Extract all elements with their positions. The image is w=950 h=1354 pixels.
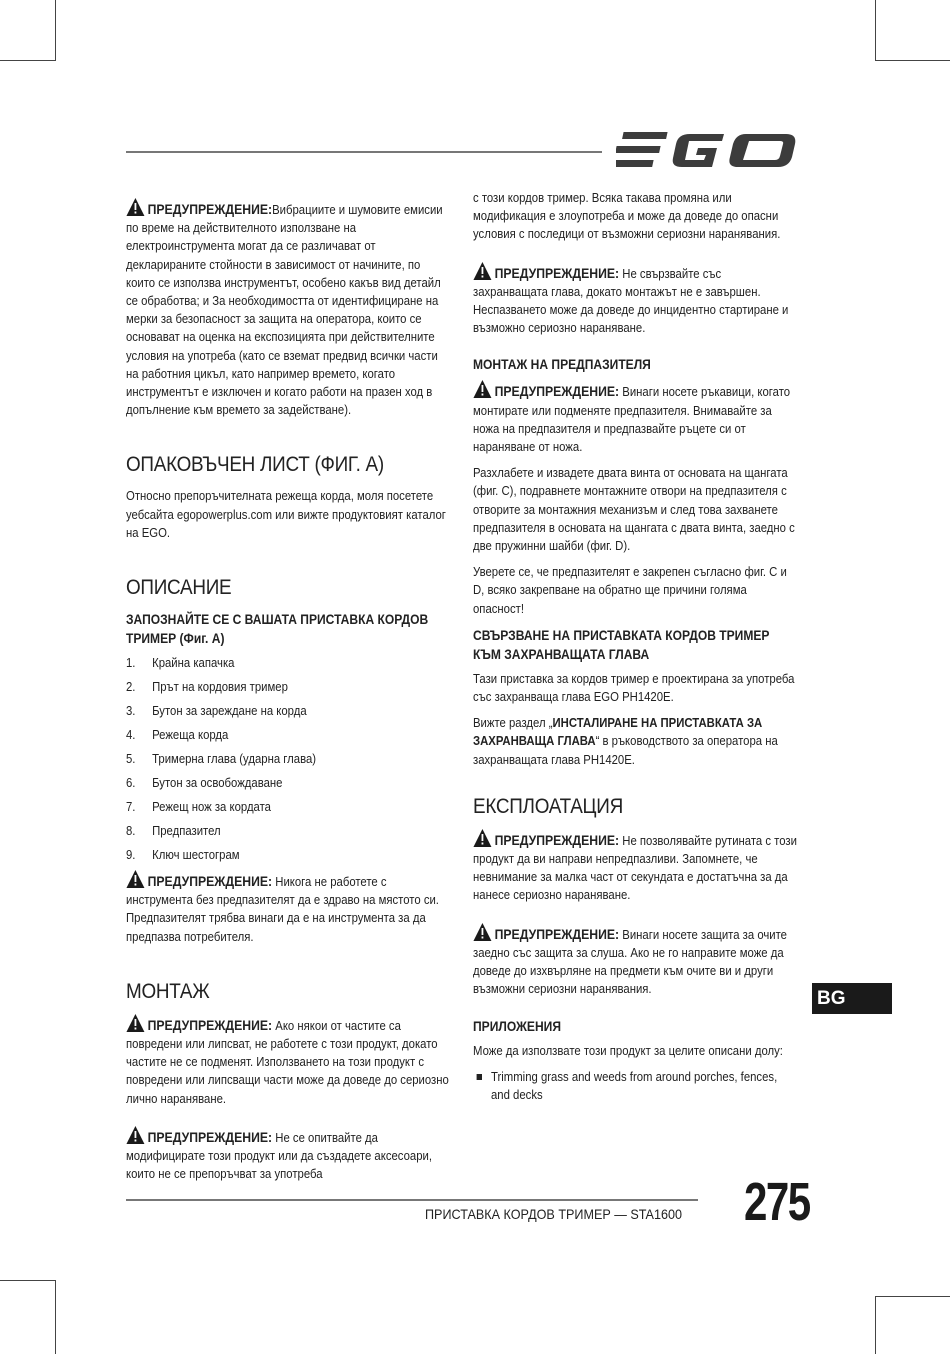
footer-title: ПРИСТАВКА КОРДОВ ТРИМЕР — STA1600 bbox=[425, 1206, 682, 1222]
crop-mark bbox=[55, 0, 56, 60]
connect-text: Тази приставка за кордов тример е проектирана за употреба със захранваща глава EGO PH1420E. bbox=[473, 671, 795, 705]
crop-mark bbox=[875, 0, 876, 60]
connect-reference: Вижте раздел „ИНСТАЛИРАНЕ НА ПРИСТАВКАТА ЗА ЗАХРАНВАЩА ГЛАВА“ в ръководството за оператора на захранващата глава PH1420E. bbox=[473, 716, 778, 767]
footer-rule bbox=[126, 1199, 698, 1201]
list-item: 9. Ключ шестограм bbox=[126, 848, 240, 863]
damaged-parts-warning: ПРЕДУПРЕЖДЕНИЕ: Ако някои от частите са повредени или липсват, не работете с този продукт, докато частите не се подменят. Използването на този продукт с повредени или липсващи части може да доведе до сериозно лично нараняване. bbox=[126, 1014, 452, 1108]
modification-warning-continued: с този кордов тример. Всяка такава промяна или модификация е злоупотреба и може да доведе до опасни условия с последици от възможни сериозни наранявания. bbox=[473, 191, 781, 242]
list-item: 6. Бутон за освобождаване bbox=[126, 776, 283, 791]
left-column bbox=[126, 198, 452, 1191]
language-tab: BG bbox=[812, 983, 892, 1014]
gloves-warning: ПРЕДУПРЕЖДЕНИЕ: Винаги носете ръкавици, когато монтирате или подменяте предпазителя. Внимавайте за ножа на предпазителя и предпазвайте ръцете си от нараняване от ножа. bbox=[473, 380, 799, 456]
guard-assembly-heading: МОНТАЖ НА ПРЕДПАЗИТЕЛЯ bbox=[473, 357, 651, 373]
operation-heading: ЕКСПЛОАТАЦИЯ bbox=[473, 794, 623, 818]
list-item: 4. Режеща корда bbox=[126, 728, 229, 743]
crop-mark bbox=[0, 60, 56, 61]
eye-protection-warning: ПРЕДУПРЕЖДЕНИЕ: Винаги носете защита за очите заедно със защита за слуша. Ако не го направите може да доведе до изхвърляне на предмети към очите ви и други възможни сериозни наранявания. bbox=[473, 923, 799, 999]
warning-triangle-icon bbox=[473, 262, 492, 280]
applications-heading: ПРИЛОЖЕНИЯ bbox=[473, 1018, 562, 1034]
applications-list bbox=[473, 1068, 799, 1104]
applications-text: Може да използвате този продукт за целите описани долу: bbox=[473, 1043, 783, 1058]
crop-mark bbox=[55, 1280, 56, 1354]
crop-mark bbox=[875, 60, 950, 61]
crop-mark bbox=[875, 1296, 876, 1354]
warning-triangle-icon bbox=[126, 198, 145, 216]
crop-mark bbox=[0, 1280, 56, 1281]
guard-caution: Уверете се, че предпазителят е закрепен съгласно фиг. C и D, всяко закрепване на обратно ще причини голяма опасност! bbox=[473, 565, 787, 616]
warning-triangle-icon bbox=[473, 923, 492, 941]
warning-triangle-icon bbox=[473, 380, 492, 398]
list-item: 3. Бутон за зареждане на корда bbox=[126, 704, 307, 719]
description-heading: ОПИСАНИЕ bbox=[126, 576, 232, 600]
connect-heading: СВЪРЗВАНЕ НА ПРИСТАВКАТА КОРДОВ ТРИМЕР КЪМ ЗАХРАНВАЩАТА ГЛАВА bbox=[473, 627, 770, 662]
connect-warning: ПРЕДУПРЕЖДЕНИЕ: Не свързвайте със захранващата глава, докато монтажът не е завършен. Неспазването може да доведе до инцидентно стартиране и възможно сериозно нараняване. bbox=[473, 262, 799, 338]
list-item: Trimming grass and weeds from around porches, fences, and decks bbox=[473, 1068, 799, 1104]
guard-instructions: Разхлабете и извадете двата винта от основата на щангата (фиг. C), подравнете монтажните отвори на предпазителя с отворите за монтажния механизъм и след това захванете предпазителя в основата на щангата с двата винта, заедно с две пружинни шайби (фиг. D). bbox=[473, 466, 795, 554]
packing-list-text: Относно препоръчителната режеща корда, моля посетете уебсайта egopowerplus.com или вижте продуктовият каталог на EGO. bbox=[126, 489, 446, 540]
right-column bbox=[473, 189, 799, 1104]
familiarity-warning: ПРЕДУПРЕЖДЕНИЕ: Не позволявайте рутината с този продукт да ви направи непредпазливи. Запомнете, че невнимание за малка част от секундата е достатъчна за да нанесе сериозно нараняване. bbox=[473, 829, 799, 905]
ego-logo bbox=[616, 130, 800, 170]
know-your-attachment-heading: ЗАПОЗНАЙТЕ СЕ С ВАШАТА ПРИСТАВКА КОРДОВ ТРИМЕР (Фиг. A) bbox=[126, 612, 429, 647]
list-item: 8. Предпазител bbox=[126, 824, 221, 839]
list-item: 2. Прът на кордовия тример bbox=[126, 680, 288, 695]
vibration-warning: ПРЕДУПРЕЖДЕНИЕ:Вибрациите и шумовите емисии по време на действителното използване на електроинструмента могат да се различават от декларираните стойности в зависимост от начините, по които се използва инструментът, особено какъв вид детайл се обработва; и За необходимостта от идентифициране на мерки за безопасност за защита на оператора, които се основават на оценка на експозицията при действителните условия на употреба (като се вземат предвид всички части на работния цикъл, като например времето, когато инструментът е изключен и когато работи на празен ход в допълнение към времето за задействане). bbox=[126, 198, 452, 419]
warning-triangle-icon bbox=[126, 1126, 145, 1144]
bullet-square-icon bbox=[477, 1074, 482, 1080]
modification-warning: ПРЕДУПРЕЖДЕНИЕ: Не се опитвайте да модифицирате този продукт или да създадете аксесоари, които не се препоръчват за употреба bbox=[126, 1126, 452, 1184]
warning-triangle-icon bbox=[473, 829, 492, 847]
warning-triangle-icon bbox=[126, 1014, 145, 1032]
page-number: 275 bbox=[744, 1172, 810, 1232]
list-item: 7. Режещ нож за кордата bbox=[126, 800, 271, 815]
assembly-heading: МОНТАЖ bbox=[126, 979, 210, 1003]
header-rule bbox=[126, 151, 602, 153]
list-item: 5. Тримерна глава (ударна глава) bbox=[126, 752, 317, 767]
list-item: 1. Крайна капачка bbox=[126, 656, 235, 671]
warning-triangle-icon bbox=[126, 870, 145, 888]
parts-list bbox=[126, 654, 452, 864]
guard-warning: ПРЕДУПРЕЖДЕНИЕ: Никога не работете с инструмента без предпазителят да е здраво на мястото си. Предпазителят трябва винаги да е на инструмента за да предпазва потребителя. bbox=[126, 870, 452, 946]
packing-list-heading: ОПАКОВЪЧЕН ЛИСТ (ФИГ. A) bbox=[126, 453, 384, 477]
crop-mark bbox=[875, 1296, 950, 1297]
